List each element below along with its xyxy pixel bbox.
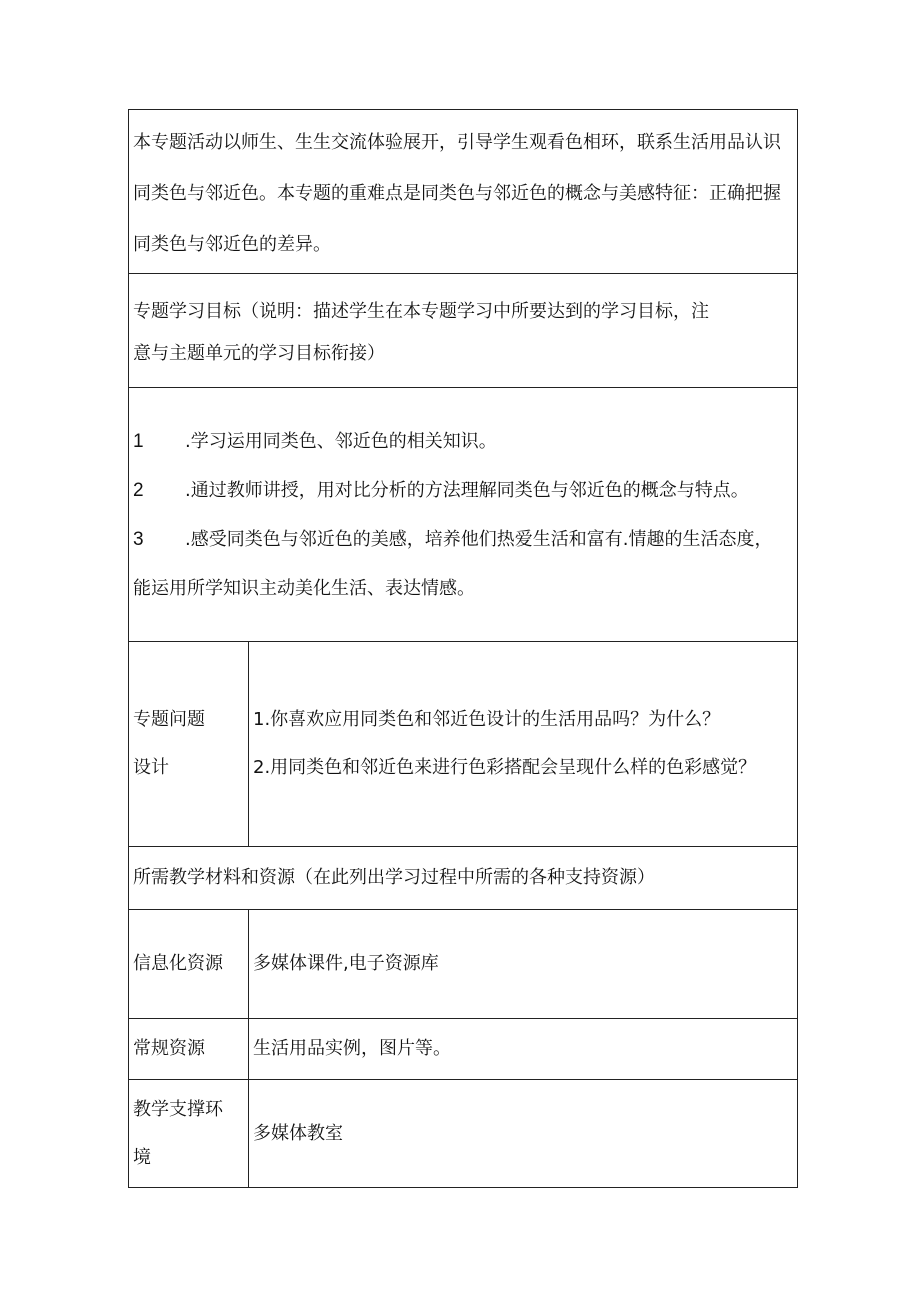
intro-row [129, 110, 798, 274]
goals-heading: 专题学习目标（说明：描述学生在本专题学习中所要达到的学习目标，注意与主题单元的学习目标衔接） [133, 300, 709, 364]
resource-value: 多媒体教室 [249, 1080, 798, 1188]
materials-heading: 所需教学材料和资源（在此列出学习过程中所需的各种支持资源） [129, 847, 798, 910]
question-item: 1.你喜欢应用同类色和邻近色设计的生活用品吗？为什么？ [253, 709, 721, 730]
question-item: 2.用同类色和邻近色来进行色彩搭配会呈现什么样的色彩感觉？ [253, 757, 757, 778]
resource-label: 常规资源 [129, 1019, 249, 1080]
questions-cell [249, 642, 798, 847]
resource-value: 生活用品实例，图片等。 [249, 1019, 798, 1080]
goal-item [133, 417, 789, 466]
goal-text: .通过教师讲授，用对比分析的方法理解同类色与邻近色的概念与特点。 [185, 479, 749, 501]
goal-text: .学习运用同类色、邻近色的相关知识。 [185, 430, 497, 452]
goal-number: 2 [133, 479, 144, 501]
goals-list-row [129, 388, 798, 642]
intro-cell [129, 110, 798, 274]
goal-number: 1 [133, 430, 144, 452]
goals-heading-cell [129, 274, 798, 388]
goal-item [133, 515, 789, 613]
resource-row-environment [129, 1080, 798, 1188]
goals-list-cell [129, 388, 798, 642]
goals-heading-row [129, 274, 798, 388]
materials-row [129, 847, 798, 910]
resource-row-info [129, 910, 798, 1019]
resource-label: 教学支撑环境 [129, 1080, 249, 1188]
questions-label: 专题问题设计 [129, 642, 249, 847]
lesson-plan-table [128, 109, 798, 1188]
questions-row [129, 642, 798, 847]
goal-item [133, 466, 789, 515]
resource-label: 信息化资源 [129, 910, 249, 1019]
goal-text: .感受同类色与邻近色的美感，培养他们热爱生活和富有.情趣的生活态度，能运用所学知识主动美化生活、表达情感。 [133, 528, 773, 599]
resource-row-common [129, 1019, 798, 1080]
goal-number: 3 [133, 528, 144, 550]
intro-text: 本专题活动以师生、生生交流体验展开，引导学生观看色相环，联系生活用品认识同类色与邻近色。本专题的重难点是同类色与邻近色的概念与美感特征：正确把握同类色与邻近色的差异。 [133, 132, 781, 255]
resource-value: 多媒体课件,电子资源库 [249, 910, 798, 1019]
